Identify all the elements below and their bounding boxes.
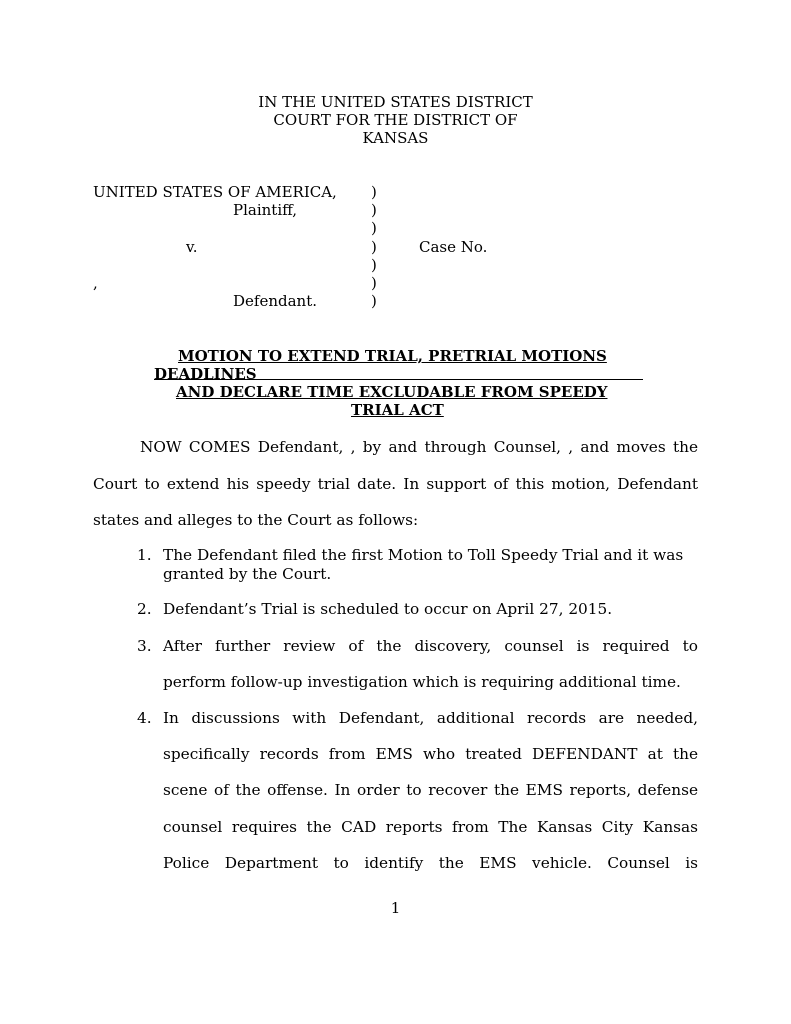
title-underline-rule xyxy=(154,379,643,380)
list-item-text: Defendant’s Trial is scheduled to occur on April 27, 2015. xyxy=(163,600,613,618)
caption-paren: ) xyxy=(371,255,377,274)
list-item-text xyxy=(163,700,698,881)
list-number: 1. xyxy=(137,546,152,564)
list-item-line: specifically records from EMS who treated DEFENDANT at the xyxy=(163,745,698,764)
intro-first-line: NOW COMES Defendant, , by and through Counsel, , and moves the xyxy=(140,438,698,456)
list-item-line: counsel requires the CAD reports from The Kansas City Kansas xyxy=(163,817,698,836)
motion-title-line-1: MOTION TO EXTEND TRIAL, PRETRIAL MOTIONS xyxy=(178,347,607,365)
list-item-text xyxy=(163,628,698,700)
list-item-line: Police Department to identify the EMS vehicle. Counsel is xyxy=(163,853,698,872)
defendant-role: Defendant. xyxy=(233,292,317,310)
caption-paren: ) xyxy=(371,219,377,238)
defendant-name: , xyxy=(93,274,98,292)
caption-paren: ) xyxy=(371,183,377,201)
plaintiff-name: UNITED STATES OF AMERICA, xyxy=(93,183,337,201)
list-item-line: In discussions with Defendant, additional records are needed, xyxy=(163,709,698,727)
motion-title-line-4: TRIAL ACT xyxy=(351,401,444,419)
case-number-label: Case No. xyxy=(419,238,488,256)
versus-label: v. xyxy=(186,238,198,256)
motion-title-line-3: AND DECLARE TIME EXCLUDABLE FROM SPEEDY xyxy=(176,383,608,401)
caption-paren: ) xyxy=(371,201,377,220)
intro-paragraph xyxy=(93,429,698,539)
list-number: 4. xyxy=(137,709,152,727)
caption-paren: ) xyxy=(371,237,377,256)
plaintiff-role: Plaintiff, xyxy=(233,201,298,219)
caption-parenthesis-column xyxy=(371,183,377,310)
court-name-line-3: KANSAS xyxy=(362,129,429,147)
list-number: 3. xyxy=(137,637,152,655)
list-number: 2. xyxy=(137,600,152,618)
intro-remaining-text: Court to extend his speedy trial date. In support of this motion, Defendant states and alleges to the Court as follows: xyxy=(93,474,698,529)
caption-paren: ) xyxy=(371,273,377,292)
motion-title-line-2: DEADLINES xyxy=(154,365,257,383)
court-name-line-1: IN THE UNITED STATES DISTRICT xyxy=(258,93,533,111)
list-item-line: perform follow-up investigation which is requiring additional time. xyxy=(163,673,681,692)
court-name-line-2: COURT FOR THE DISTRICT OF xyxy=(273,111,518,129)
list-item-text: The Defendant filed the first Motion to Toll Speedy Trial and it was granted by the Court. xyxy=(163,546,684,583)
page-number: 1 xyxy=(390,899,401,917)
list-item-line: scene of the offense. In order to recover the EMS reports, defense xyxy=(163,781,698,800)
list-item-line: After further review of the discovery, counsel is required to xyxy=(163,637,698,655)
caption-paren: ) xyxy=(371,292,377,311)
